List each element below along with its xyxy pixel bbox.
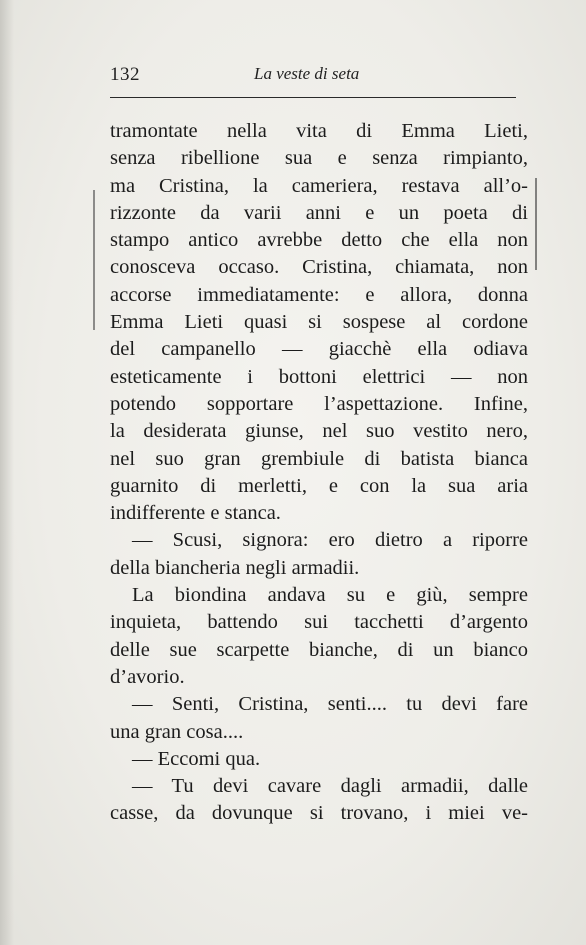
text-line: — Scusi, signora: ero dietro a riporre: [132, 529, 528, 552]
text-line: casse, da dovunque si trovano, i miei ve-: [110, 802, 528, 825]
text-line: d’avorio.: [110, 665, 185, 688]
text-line: La biondina andava su e giù, sempre: [132, 584, 528, 607]
header-rule: [110, 97, 516, 98]
page-number: 132: [110, 64, 140, 85]
text-line: — Eccomi qua.: [132, 747, 261, 770]
text-line: del campanello — giacchè ella odiava: [110, 338, 528, 361]
text-line: una gran cosa....: [110, 720, 244, 743]
margin-mark-right: [535, 178, 537, 270]
text-line: ma Cristina, la cameriera, restava all’o-: [110, 174, 528, 197]
text-line: esteticamente i bottoni elettrici — non: [110, 365, 528, 388]
text-line: della biancheria negli armadii.: [110, 556, 360, 579]
page-header: [110, 64, 516, 88]
text-line: guarnito di merletti, e con la sua aria: [110, 474, 528, 497]
text-line: conosceva occaso. Cristina, chiamata, non: [110, 256, 528, 279]
text-line: nel suo gran grembiule di batista bianca: [110, 447, 528, 470]
text-line: — Tu devi cavare dagli armadii, dalle: [132, 775, 528, 798]
text-line: senza ribellione sua e senza rimpianto,: [110, 147, 528, 170]
margin-mark-left: [93, 190, 95, 330]
body-text: [110, 118, 528, 828]
text-line: accorse immediatamente: e allora, donna: [110, 283, 528, 306]
text-line: inquieta, battendo sui tacchetti d’argento: [110, 611, 528, 634]
text-line: tramontate nella vita di Emma Lieti,: [110, 120, 528, 142]
text-line: stampo antico avrebbe detto che ella non: [110, 229, 528, 252]
text-line: — Senti, Cristina, senti.... tu devi fare: [132, 693, 528, 716]
text-line: indifferente e stanca.: [110, 502, 281, 525]
text-line: delle sue scarpette bianche, di un bianco: [110, 638, 528, 661]
running-title: La veste di seta: [254, 64, 360, 83]
text-line: la desiderata giunse, nel suo vestito nero,: [110, 420, 528, 443]
text-line: potendo sopportare l’aspettazione. Infine,: [110, 392, 528, 415]
text-line: Emma Lieti quasi si sospese al cordone: [110, 311, 528, 334]
page-edge-shadow: [0, 0, 14, 945]
text-line: rizzonte da varii anni e un poeta di: [110, 201, 528, 224]
